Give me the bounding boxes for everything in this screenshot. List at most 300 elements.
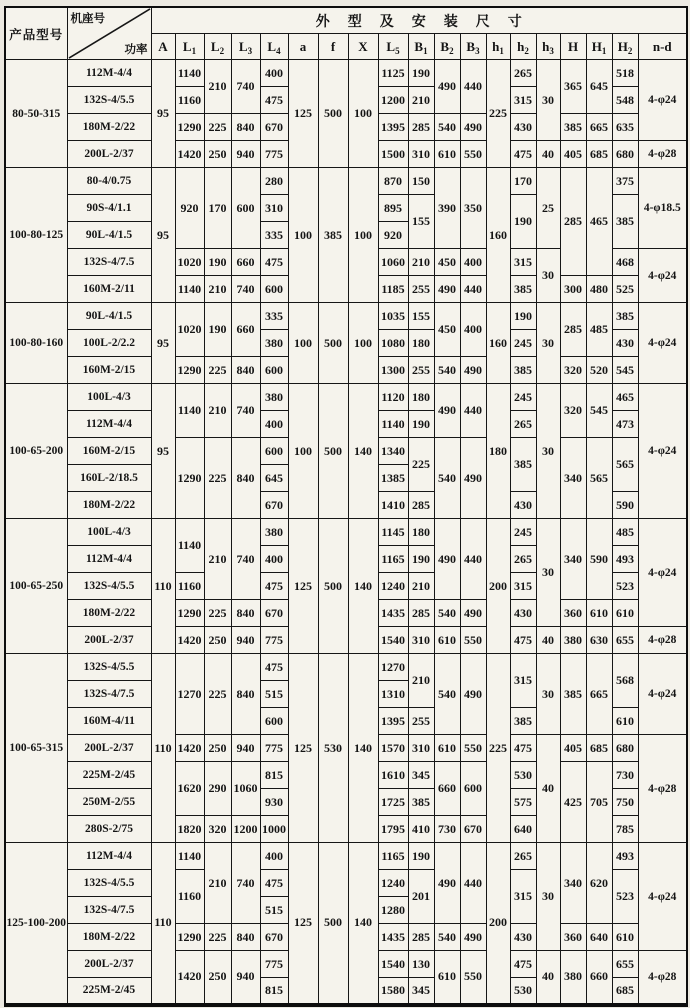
value-cell: 565 [586, 438, 612, 519]
value-cell: 1340 [378, 438, 408, 465]
value-cell: 1435 [378, 600, 408, 627]
value-cell: 110 [151, 654, 175, 843]
value-cell: 1140 [175, 384, 204, 438]
value-cell: 190 [408, 546, 434, 573]
value-cell: 1610 [378, 762, 408, 789]
frame-power-cell: 160M-4/11 [67, 708, 151, 735]
value-cell: 815 [260, 978, 288, 1005]
value-cell: 340 [560, 519, 586, 600]
model-cell: 100-65-250 [5, 519, 67, 654]
value-cell: 255 [408, 276, 434, 303]
frame-power-cell: 180M-2/22 [67, 114, 151, 141]
value-cell: 40 [536, 951, 560, 1005]
value-cell: 840 [231, 114, 260, 141]
value-cell: 490 [434, 843, 460, 924]
frame-power-cell: 80-4/0.75 [67, 168, 151, 195]
value-cell: 1420 [175, 735, 204, 762]
value-cell: 475 [260, 87, 288, 114]
column-header-B1: $B_1$ [408, 34, 434, 60]
value-cell: 315 [510, 654, 536, 708]
value-cell: 740 [231, 276, 260, 303]
value-cell: 515 [260, 681, 288, 708]
value-cell: 493 [612, 546, 638, 573]
value-cell: 1125 [378, 60, 408, 87]
value-cell: 315 [510, 870, 536, 924]
value-cell: 95 [151, 168, 175, 303]
value-cell: 400 [260, 843, 288, 870]
value-cell: 515 [260, 897, 288, 924]
value-cell: 345 [408, 978, 434, 1005]
frame-power-cell: 160M-2/11 [67, 276, 151, 303]
value-cell: 1420 [175, 627, 204, 654]
value-cell: 285 [408, 114, 434, 141]
value-cell: 190 [408, 843, 434, 870]
value-cell: 285 [560, 168, 586, 276]
value-cell: 1140 [378, 411, 408, 438]
value-cell: 840 [231, 438, 260, 519]
value-cell: 490 [460, 357, 486, 384]
column-header-L4: $L_4$ [260, 34, 288, 60]
value-cell: 600 [260, 708, 288, 735]
table-body [5, 60, 687, 1005]
frame-power-cell: 112M-4/4 [67, 60, 151, 87]
value-cell: 385 [612, 195, 638, 249]
value-cell: 310 [408, 627, 434, 654]
value-cell: 610 [434, 735, 460, 762]
value-cell: 250 [204, 627, 231, 654]
value-cell: 440 [460, 843, 486, 924]
frame-power-cell: 100L-4/3 [67, 519, 151, 546]
value-cell: 125 [288, 843, 318, 1005]
value-cell: 190 [510, 303, 536, 330]
value-cell: 1140 [175, 60, 204, 87]
value-cell: 610 [434, 627, 460, 654]
value-cell: 655 [612, 951, 638, 978]
value-cell: 1290 [175, 924, 204, 951]
value-cell: 1300 [378, 357, 408, 384]
column-header-H1: $H_1$ [586, 34, 612, 60]
value-cell: 590 [586, 519, 612, 600]
value-cell: 475 [510, 735, 536, 762]
frame-power-cell: 250M-2/55 [67, 789, 151, 816]
value-cell: 785 [612, 816, 638, 843]
column-header-H2: $H_2$ [612, 34, 638, 60]
value-cell: 310 [408, 735, 434, 762]
value-cell: 1035 [378, 303, 408, 330]
value-cell: 475 [510, 141, 536, 168]
value-cell: 310 [408, 141, 434, 168]
value-cell: 475 [510, 627, 536, 654]
value-cell: 285 [560, 303, 586, 357]
value-cell: 265 [510, 411, 536, 438]
value-cell: 40 [536, 141, 560, 168]
table-row [5, 168, 687, 195]
column-header-A: A [151, 34, 175, 60]
model-cell: 100-65-315 [5, 654, 67, 843]
value-cell: 540 [434, 114, 460, 141]
value-cell: 1165 [378, 843, 408, 870]
value-cell: 465 [586, 168, 612, 276]
value-cell: 405 [560, 735, 586, 762]
bolt-holes-cell: 4-φ28 [638, 141, 687, 168]
value-cell: 1540 [378, 627, 408, 654]
value-cell: 285 [408, 492, 434, 519]
header-row-top [5, 7, 687, 34]
value-cell: 1420 [175, 951, 204, 1005]
frame-power-cell: 160M-2/15 [67, 438, 151, 465]
value-cell: 200 [486, 843, 510, 1005]
value-cell: 485 [586, 303, 612, 357]
value-cell: 518 [612, 60, 638, 87]
value-cell: 473 [612, 411, 638, 438]
value-cell: 440 [460, 276, 486, 303]
bolt-holes-cell: 4-φ24 [638, 384, 687, 519]
value-cell: 245 [510, 384, 536, 411]
value-cell: 265 [510, 546, 536, 573]
value-cell: 590 [612, 492, 638, 519]
value-cell: 670 [460, 816, 486, 843]
table-header [5, 7, 687, 60]
value-cell: 520 [586, 357, 612, 384]
value-cell: 430 [612, 330, 638, 357]
value-cell: 190 [408, 60, 434, 87]
dimensions-title: 外型及安装尺寸 [151, 7, 687, 34]
value-cell: 1060 [231, 762, 260, 816]
frame-power-cell: 200L-2/37 [67, 735, 151, 762]
value-cell: 150 [408, 168, 434, 195]
column-header-H: H [560, 34, 586, 60]
value-cell: 190 [510, 195, 536, 249]
value-cell: 630 [586, 627, 612, 654]
value-cell: 140 [348, 384, 378, 519]
value-cell: 740 [231, 843, 260, 924]
value-cell: 350 [460, 168, 486, 249]
value-cell: 210 [408, 573, 434, 600]
value-cell: 1145 [378, 519, 408, 546]
value-cell: 385 [408, 789, 434, 816]
model-cell: 100-65-200 [5, 384, 67, 519]
value-cell: 380 [260, 519, 288, 546]
value-cell: 530 [318, 654, 348, 843]
value-cell: 315 [510, 573, 536, 600]
value-cell: 210 [204, 519, 231, 600]
column-header-h3: $h_3$ [536, 34, 560, 60]
value-cell: 285 [408, 924, 434, 951]
value-cell: 660 [434, 762, 460, 816]
table-row [5, 843, 687, 870]
value-cell: 255 [408, 357, 434, 384]
frame-number-label: 机座号 [70, 13, 105, 25]
value-cell: 815 [260, 762, 288, 789]
model-cell: 100-80-160 [5, 303, 67, 384]
value-cell: 1500 [378, 141, 408, 168]
value-cell: 740 [231, 60, 260, 114]
frame-power-cell: 112M-4/4 [67, 843, 151, 870]
value-cell: 1435 [378, 924, 408, 951]
value-cell: 30 [536, 843, 560, 951]
value-cell: 655 [612, 627, 638, 654]
value-cell: 920 [378, 222, 408, 249]
value-cell: 1185 [378, 276, 408, 303]
value-cell: 660 [231, 303, 260, 357]
value-cell: 1160 [175, 573, 204, 600]
value-cell: 870 [378, 168, 408, 195]
value-cell: 600 [460, 762, 486, 816]
value-cell: 750 [612, 789, 638, 816]
value-cell: 190 [408, 411, 434, 438]
value-cell: 635 [612, 114, 638, 141]
value-cell: 210 [204, 276, 231, 303]
value-cell: 290 [204, 762, 231, 816]
value-cell: 400 [260, 411, 288, 438]
table-row [5, 60, 687, 87]
value-cell: 225 [486, 654, 510, 843]
value-cell: 210 [408, 87, 434, 114]
bolt-holes-cell: 4-φ24 [638, 654, 687, 735]
value-cell: 250 [204, 735, 231, 762]
value-cell: 610 [586, 600, 612, 627]
value-cell: 775 [260, 141, 288, 168]
value-cell: 840 [231, 600, 260, 627]
value-cell: 665 [586, 654, 612, 735]
value-cell: 1080 [378, 330, 408, 357]
value-cell: 1290 [175, 600, 204, 627]
value-cell: 550 [460, 141, 486, 168]
value-cell: 1540 [378, 951, 408, 978]
value-cell: 895 [378, 195, 408, 222]
value-cell: 540 [434, 924, 460, 951]
value-cell: 100 [288, 384, 318, 519]
value-cell: 201 [408, 870, 434, 924]
bolt-holes-cell: 4-φ24 [638, 843, 687, 951]
value-cell: 685 [612, 978, 638, 1005]
value-cell: 250 [204, 141, 231, 168]
value-cell: 380 [560, 951, 586, 1005]
value-cell: 940 [231, 627, 260, 654]
value-cell: 500 [318, 519, 348, 654]
value-cell: 475 [260, 654, 288, 681]
value-cell: 30 [536, 654, 560, 735]
value-cell: 225 [204, 438, 231, 519]
value-cell: 1240 [378, 870, 408, 897]
frame-power-cell: 112M-4/4 [67, 546, 151, 573]
value-cell: 1395 [378, 114, 408, 141]
frame-power-cell: 132S-4/5.5 [67, 870, 151, 897]
frame-power-cell: 200L-2/37 [67, 951, 151, 978]
value-cell: 600 [260, 438, 288, 465]
value-cell: 140 [348, 843, 378, 1005]
frame-power-cell: 132S-4/7.5 [67, 249, 151, 276]
value-cell: 40 [536, 627, 560, 654]
value-cell: 485 [612, 519, 638, 546]
value-cell: 568 [612, 654, 638, 708]
value-cell: 310 [260, 195, 288, 222]
value-cell: 645 [260, 465, 288, 492]
value-cell: 490 [460, 438, 486, 519]
value-cell: 30 [536, 303, 560, 384]
value-cell: 100 [288, 168, 318, 303]
value-cell: 1310 [378, 681, 408, 708]
bolt-holes-cell: 4-φ28 [638, 951, 687, 1005]
frame-power-cell: 132S-4/5.5 [67, 573, 151, 600]
column-header-h1: $h_1$ [486, 34, 510, 60]
value-cell: 680 [612, 735, 638, 762]
column-header-L3: $L_3$ [231, 34, 260, 60]
frame-power-cell: 180M-2/22 [67, 924, 151, 951]
column-header-a: a [288, 34, 318, 60]
value-cell: 600 [260, 357, 288, 384]
value-cell: 375 [612, 168, 638, 195]
value-cell: 385 [612, 303, 638, 330]
product-model-header: 产品型号 [5, 7, 67, 60]
value-cell: 225 [204, 924, 231, 951]
value-cell: 95 [151, 303, 175, 384]
value-cell: 155 [408, 195, 434, 249]
value-cell: 285 [408, 600, 434, 627]
value-cell: 315 [510, 87, 536, 114]
value-cell: 340 [560, 843, 586, 924]
value-cell: 600 [231, 168, 260, 249]
value-cell: 225 [204, 600, 231, 627]
value-cell: 685 [586, 735, 612, 762]
value-cell: 1020 [175, 303, 204, 357]
frame-power-cell: 200L-2/37 [67, 141, 151, 168]
value-cell: 385 [560, 654, 586, 735]
table-row [5, 654, 687, 681]
value-cell: 1570 [378, 735, 408, 762]
value-cell: 550 [460, 627, 486, 654]
frame-power-cell: 100L-4/3 [67, 384, 151, 411]
value-cell: 1240 [378, 573, 408, 600]
value-cell: 500 [318, 384, 348, 519]
value-cell: 400 [260, 546, 288, 573]
frame-power-cell: 225M-2/45 [67, 762, 151, 789]
value-cell: 523 [612, 870, 638, 924]
value-cell: 1020 [175, 249, 204, 276]
frame-power-cell: 160M-2/15 [67, 357, 151, 384]
value-cell: 430 [510, 924, 536, 951]
value-cell: 100 [348, 60, 378, 168]
value-cell: 100 [348, 303, 378, 384]
value-cell: 140 [348, 519, 378, 654]
bolt-holes-cell: 4-φ24 [638, 249, 687, 303]
value-cell: 335 [260, 222, 288, 249]
value-cell: 465 [612, 384, 638, 411]
value-cell: 1140 [175, 276, 204, 303]
value-cell: 1290 [175, 438, 204, 519]
value-cell: 620 [586, 843, 612, 924]
model-cell: 100-80-125 [5, 168, 67, 303]
value-cell: 390 [434, 168, 460, 249]
value-cell: 385 [318, 168, 348, 303]
value-cell: 610 [612, 708, 638, 735]
value-cell: 320 [560, 357, 586, 384]
value-cell: 1165 [378, 546, 408, 573]
value-cell: 685 [586, 141, 612, 168]
value-cell: 180 [486, 384, 510, 519]
value-cell: 400 [460, 303, 486, 357]
value-cell: 530 [510, 762, 536, 789]
value-cell: 410 [408, 816, 434, 843]
bolt-holes-cell: 4-φ28 [638, 627, 687, 654]
value-cell: 180 [408, 519, 434, 546]
value-cell: 670 [260, 600, 288, 627]
value-cell: 1060 [378, 249, 408, 276]
value-cell: 340 [560, 438, 586, 519]
value-cell: 345 [408, 762, 434, 789]
value-cell: 430 [510, 114, 536, 141]
value-cell: 600 [260, 276, 288, 303]
value-cell: 265 [510, 843, 536, 870]
column-header-h2: $h_2$ [510, 34, 536, 60]
value-cell: 125 [288, 654, 318, 843]
value-cell: 225 [204, 357, 231, 384]
value-cell: 1160 [175, 870, 204, 924]
value-cell: 160 [486, 303, 510, 384]
value-cell: 450 [434, 249, 460, 276]
value-cell: 1200 [378, 87, 408, 114]
bolt-holes-cell: 4-φ24 [638, 303, 687, 384]
value-cell: 1270 [378, 654, 408, 681]
value-cell: 1395 [378, 708, 408, 735]
value-cell: 550 [460, 951, 486, 1005]
value-cell: 225 [408, 438, 434, 492]
value-cell: 490 [460, 600, 486, 627]
value-cell: 1290 [175, 114, 204, 141]
power-label: 功率 [124, 44, 148, 56]
frame-power-cell: 100L-2/2.2 [67, 330, 151, 357]
value-cell: 640 [510, 816, 536, 843]
value-cell: 315 [510, 249, 536, 276]
value-cell: 525 [612, 276, 638, 303]
value-cell: 1270 [175, 654, 204, 735]
value-cell: 490 [460, 924, 486, 951]
value-cell: 1140 [175, 843, 204, 870]
value-cell: 320 [560, 384, 586, 438]
value-cell: 1420 [175, 141, 204, 168]
bolt-holes-cell: 4-φ24 [638, 519, 687, 627]
value-cell: 250 [204, 951, 231, 1005]
value-cell: 255 [408, 708, 434, 735]
value-cell: 385 [510, 438, 536, 492]
value-cell: 640 [586, 924, 612, 951]
column-header-X: X [348, 34, 378, 60]
value-cell: 545 [612, 357, 638, 384]
value-cell: 610 [612, 600, 638, 627]
value-cell: 440 [460, 60, 486, 114]
value-cell: 30 [536, 249, 560, 303]
value-cell: 450 [434, 303, 460, 357]
value-cell: 670 [260, 924, 288, 951]
value-cell: 1290 [175, 357, 204, 384]
value-cell: 30 [536, 60, 560, 141]
value-cell: 180 [408, 384, 434, 411]
value-cell: 930 [260, 789, 288, 816]
table-row [5, 519, 687, 546]
column-header-B2: $B_2$ [434, 34, 460, 60]
value-cell: 575 [510, 789, 536, 816]
value-cell: 840 [231, 654, 260, 735]
value-cell: 550 [460, 735, 486, 762]
frame-power-cell: 132S-4/5.5 [67, 87, 151, 114]
value-cell: 840 [231, 924, 260, 951]
value-cell: 475 [260, 573, 288, 600]
value-cell: 40 [536, 735, 560, 843]
value-cell: 210 [408, 249, 434, 276]
column-header-L1: $L_1$ [175, 34, 204, 60]
value-cell: 95 [151, 60, 175, 168]
frame-power-diagonal-header [67, 7, 151, 60]
